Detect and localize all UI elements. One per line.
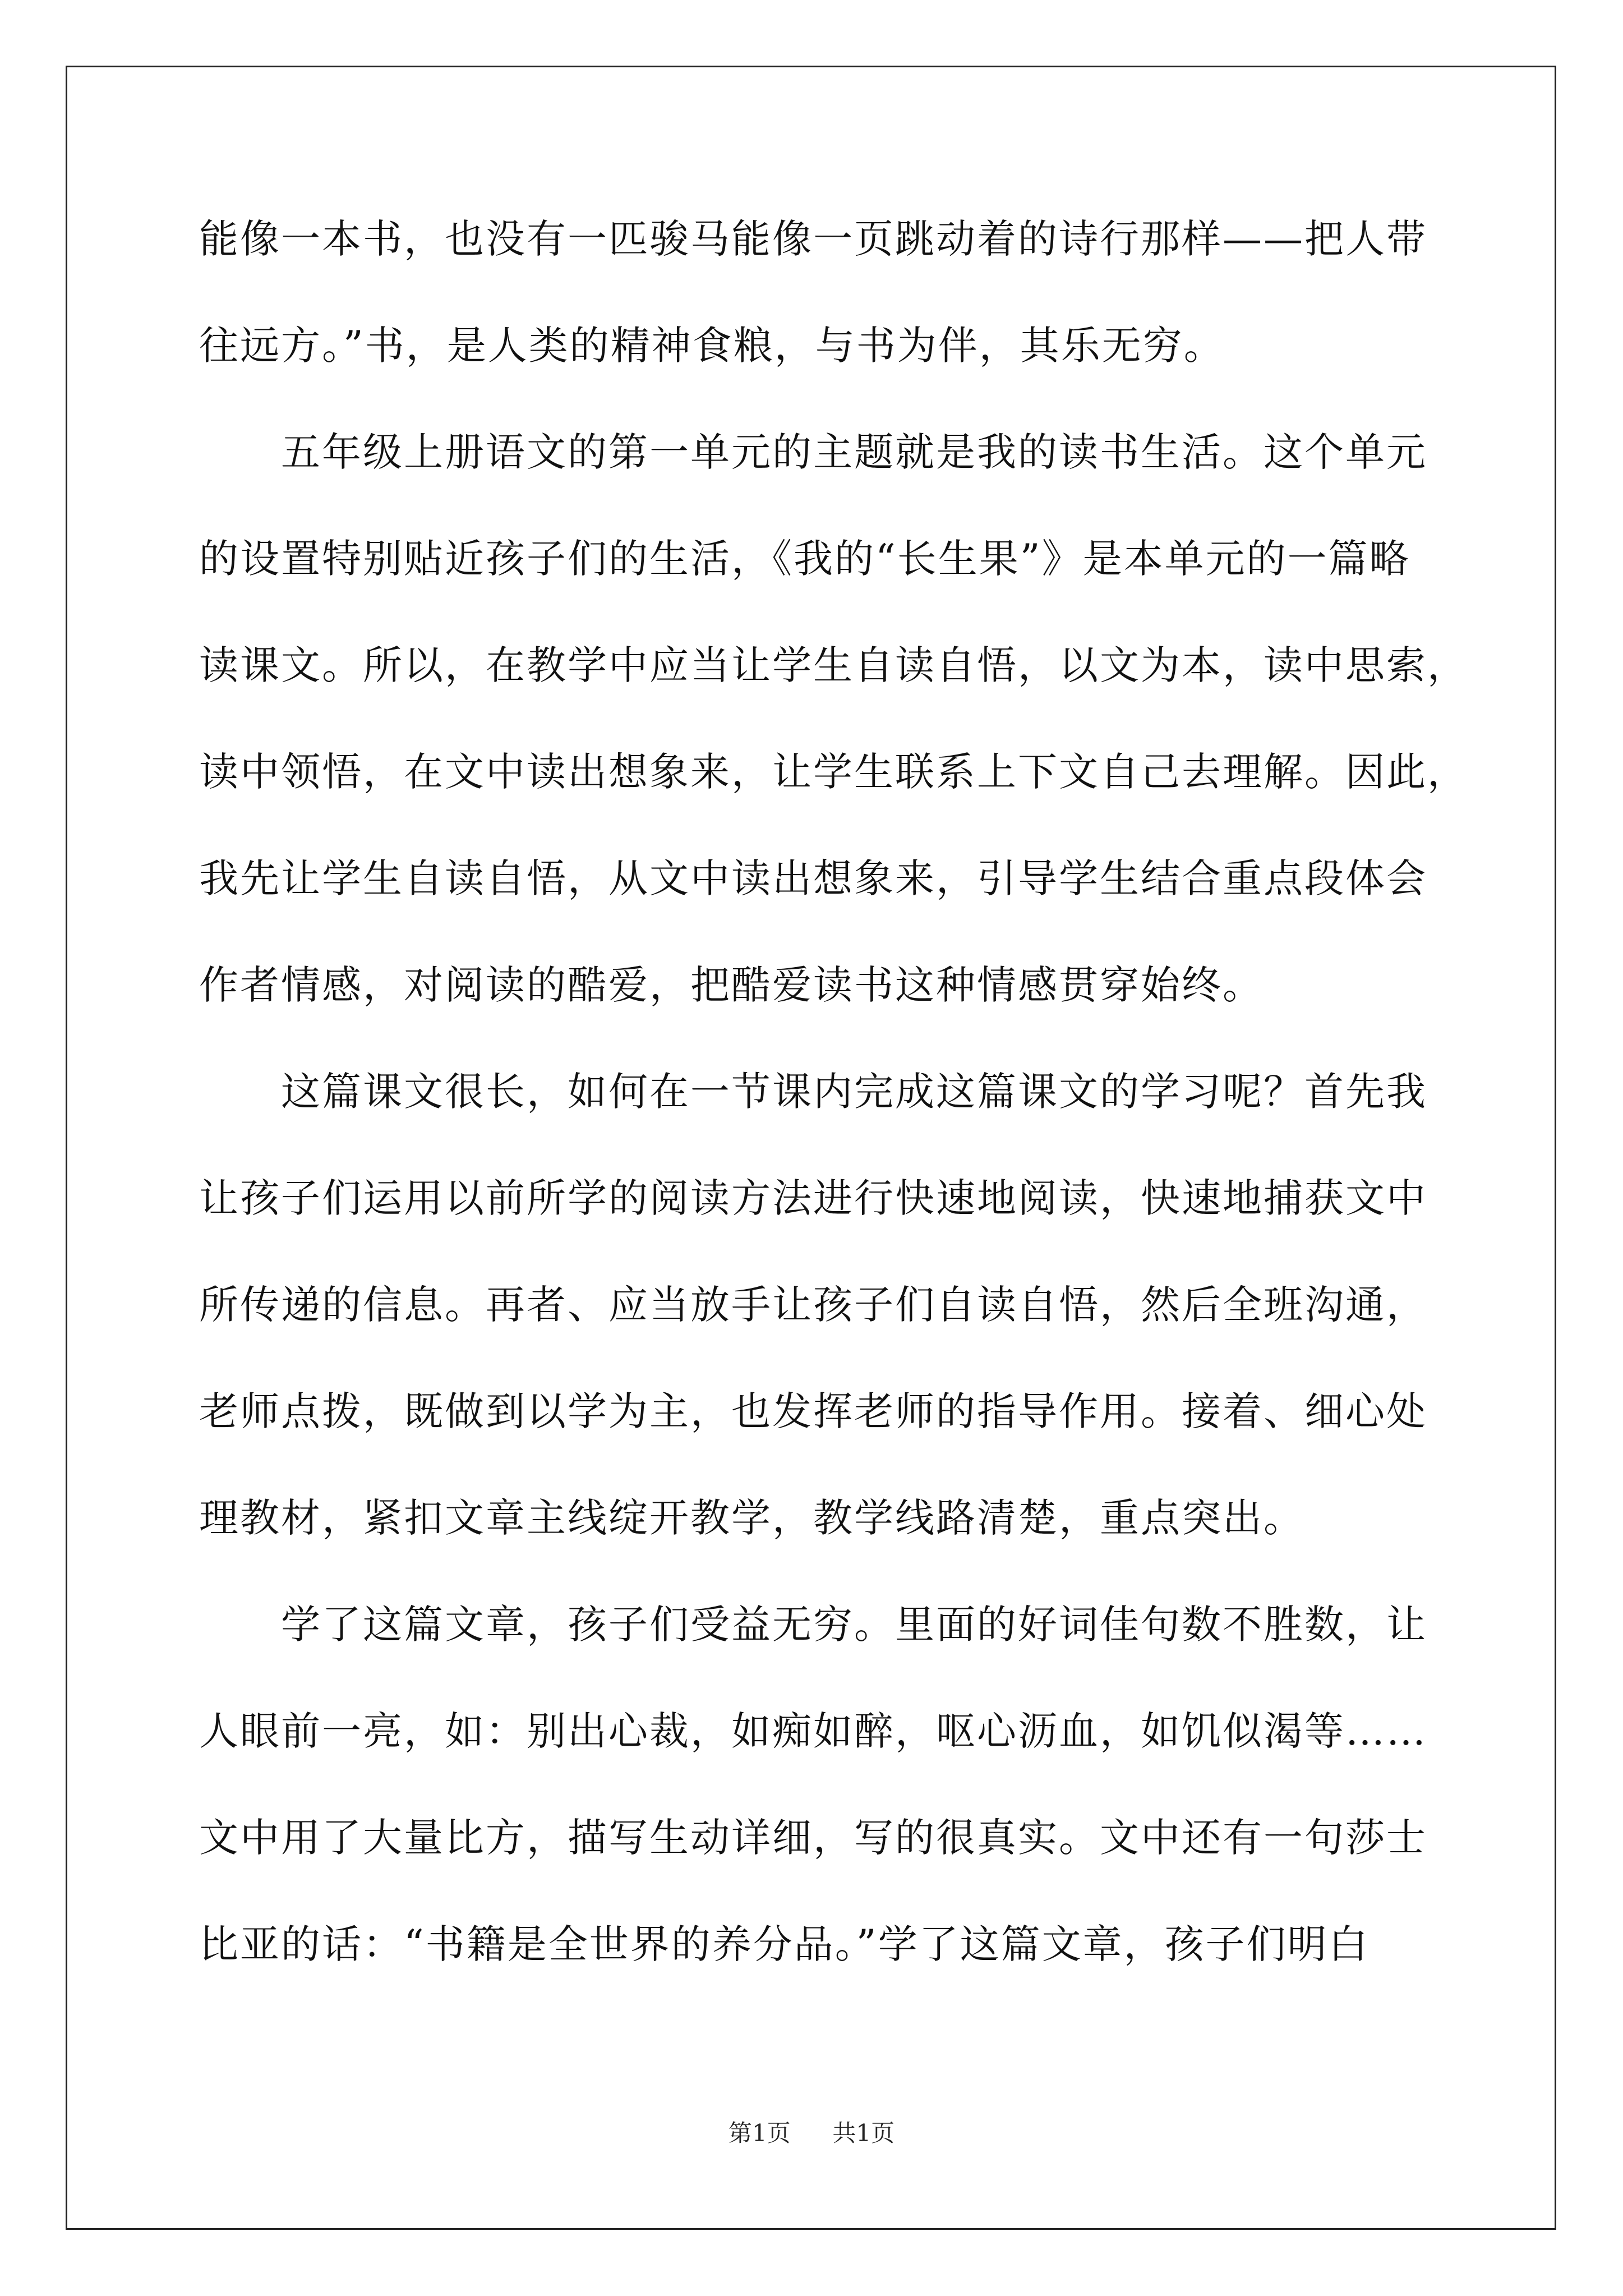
text-line: 人眼前一亮，如：别出心裁，如痴如醉，呕心沥血，如饥似渴等…… bbox=[199, 1708, 1427, 1754]
text-line: 读课文。所以，在教学中应当让学生自读自悟，以文为本，读中思索， bbox=[199, 642, 1468, 688]
text-line: 比亚的话：“书籍是全世界的养分品。”学了这篇文章，孩子们明白 bbox=[199, 1921, 1370, 1967]
paragraph-first-line: 五年级上册语文的第一单元的主题就是我的读书生活。这个单元 bbox=[281, 429, 1427, 475]
text-line: 所传递的信息。再者、应当放手让孩子们自读自悟，然后全班沟通， bbox=[199, 1282, 1427, 1328]
paragraph-first-line: 学了这篇文章，孩子们受益无穷。里面的好词佳句数不胜数，让 bbox=[281, 1602, 1427, 1648]
page-total: 共1页 bbox=[832, 2119, 895, 2147]
document-body bbox=[199, 213, 1468, 2025]
text-line: 理教材，紧扣文章主线绽开教学，教学线路清楚，重点突出。 bbox=[199, 1495, 1304, 1541]
text-line: 往远方。”书，是人类的精神食粮，与书为伴，其乐无穷。 bbox=[199, 323, 1225, 369]
text-line: 我先让学生自读自悟，从文中读出想象来，引导学生结合重点段体会 bbox=[199, 855, 1427, 901]
text-line: 的设置特别贴近孩子们的生活，《我的“长生果”》是本单元的一篇略 bbox=[199, 536, 1410, 582]
paragraph-first-line: 这篇课文很长，如何在一节课内完成这篇课文的学习呢？首先我 bbox=[281, 1069, 1427, 1115]
page-footer bbox=[0, 2115, 1623, 2148]
text-line: 读中领悟，在文中读出想象来，让学生联系上下文自己去理解。因此， bbox=[199, 749, 1468, 795]
text-line: 文中用了大量比方，描写生动详细，写的很真实。文中还有一句莎士 bbox=[199, 1815, 1427, 1861]
text-line: 作者情感，对阅读的酷爱，把酷爱读书这种情感贯穿始终。 bbox=[199, 962, 1264, 1008]
page-number: 第1页 bbox=[728, 2119, 791, 2147]
text-line: 让孩子们运用以前所学的阅读方法进行快速地阅读，快速地捕获文中 bbox=[199, 1175, 1427, 1221]
text-line: 能像一本书，也没有一匹骏马能像一页跳动着的诗行那样——把人带 bbox=[199, 216, 1427, 262]
text-line: 老师点拨，既做到以学为主，也发挥老师的指导作用。接着、细心处 bbox=[199, 1388, 1427, 1434]
